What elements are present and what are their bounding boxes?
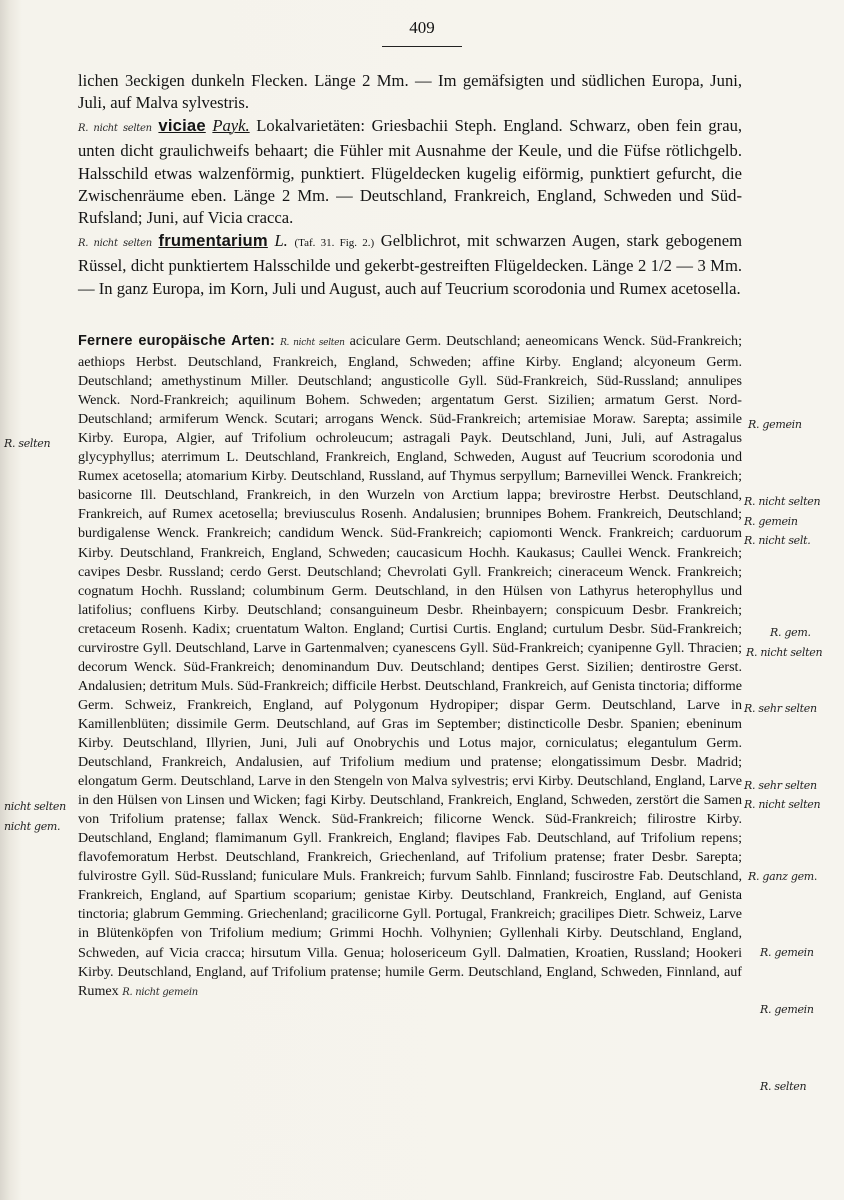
handwritten-note-final: R. nicht gemein — [122, 986, 198, 998]
species-name-viciae: viciae — [158, 115, 206, 135]
margin-note-gemein-2: R. gemein — [744, 515, 798, 528]
entry-frumentarium — [78, 230, 742, 300]
margin-note-gem: R. gem. — [770, 626, 811, 639]
margin-note-nicht-selten-2: R. nicht selten — [746, 646, 823, 659]
margin-note-nicht-selten-1: R. nicht selten — [744, 495, 821, 508]
margin-note-selten: R. selten — [4, 437, 51, 450]
margin-note-sehr-selten-2: R. sehr selten — [744, 779, 817, 792]
species-description-viciae: Lokalvarietäten: Griesbachii Steph. England. Schwarz, oben fein grau, unten dicht graulichweifs behaart; die Fühler mit Ausnahme der Keule, und die Füfse rötlichgelb. Halsschild etwas walzenförmig, punktiert. Flügeldecken kugelig eiförmig, punktiert gefurcht, die Zwischenräume eben. Länge 2 Mm. — Deutschland, Frankreich, England, Schweden und Süd-Rufsland; Juni, auf Vicia cracca. — [78, 115, 743, 228]
top-paragraph: lichen 3eckigen dunkeln Flecken. Länge 2 Mm. — Im gemäfsigten und südlichen Europa, Juni, Juli, auf Malva sylvestris. — [78, 71, 742, 113]
entry-viciae — [78, 115, 742, 230]
margin-note-gemein-1: R. gemein — [748, 418, 802, 431]
species-author-frumentarium: L. — [274, 230, 288, 250]
handwritten-note-frumentarium: R. nicht selten — [78, 237, 152, 249]
further-species-text: aciculare Germ. Deutschland; aeneomicans Wenck. Süd-Frankreich; aethiops Herbst. Deutschland, Frankreich, England, Schweden; affine Kirby. England; alcyoneum Germ. Deutschland; amethystinum Miller. Deutschland; angusticolle Gyll. Süd-Frankreich, Süd-Russland; annulipes Wenck. Nord-Frankreich; aquilinum Bohem. Schweden; argentatum Gerst. Sizilien; armatum Gerst. Nord-Deutschland; armiferum Wenck. Scutari; arrogans Wenck. Süd-Frankreich; artemisiae Moraw. Sarepta; assimile Kirby. Europa, Algier, auf Trifolium ochroleucum; astragali Payk. Deutschland, Juni, Juli, auf Astragalus glycyphyllus; aterrimum L. Deutschland, Frankreich, England, Schweden, August auf Teucrium scorodonia und Rumex acetosella; atomarium Kirby. Deutschland, Russland, auf Thymus serpyllum; Barnevillei Wenck. Frankreich; basicorne Ill. Deutschland, Frankreich, in den Wurzeln von Arctium lappa; brevirostre Herbst. Deutschland, Frankreich, auf Rumex acetosella; breviusculus Rosenh. Andalusien; brunnipes Bohem. Frankreich, Deutschland; burdigalense Wenck. Frankreich; candidum Wenck. Süd-Frankreich; capiomonti Wenck. Frankreich; carduorum Kirby. Deutschland, Frankreich, England, Schweden; caucasicum Hochh. Kaukasus; Caullei Wenck. Frankreich; cavipes Desbr. Russland; cerdo Gerst. Deutschland; Chevrolati Gyll. Frankreich; cineraceum Wenck. Frankreich; cognatum Hochh. Russland; columbinum Germ. Deutschland, in den Hülsen von Lathyrus heterophyllus und latifolius; confluens Kirby. Deutschland; consanguineum Desbr. Rheinbayern; conspicuum Desbr. Frankreich; cretaceum Rosenh. Kadix; cruentatum Walton. England; Curtisi Curtis. England; curtulum Desbr. Süd-Frankreich; curvirostre Gyll. Deutschland, Larve in Gartenmalven; cyanescens Gyll. Süd-Frankreich; cyanipenne Gyll. Thracien; decorum Wenck. Süd-Frankreich; denominandum Duv. Deutschland; dentipes Gerst. Sizilien; dentirostre Gerst. Andalusien; detritum Muls. Süd-Frankreich; difficile Herbst. Deutschland, Frankreich, auf Genista tinctoria; difforme Germ. Schweiz, Frankreich, England, auf Polygonum Hydropiper; dispar Germ. Deutschland, Larve in Kamillenblüten; dissimile Germ. Deutschland, auf Gras im September; distincticolle Desbr. Spanien; ebeninum Kirby. Deutschland, Illyrien, Juni, Juli auf Onobrychis und Lotus major, corniculatus; elegantulum Germ. Deutschland, Frankreich, Andalusien, auf Trifolium medium und pratense; elongatissimum Desbr. Madrid; elongatum Germ. Deutschland, Larve in den Stengeln von Malva sylvestris; ervi Kirby. Deutschland, England, Larve in den Hülsen von Linsen und Wicken; fagi Kirby. Deutschland, Frankreich, England, Schweden, zerstört die Samen von Trifolium pratense; fallax Wenck. Süd-Frankreich; filicorne Wenck. Süd-Frankreich; filirostre Kirby. Deutschland, England; flamimanum Gyll. Frankreich, England; flavipes Fab. Deutschland, auf Trifolium repens; flavofemoratum Herbst. Deutschland, Frankreich, Griechenland, auf Trifolium pratense; frater Desbr. Sarepta; fulvirostre Gyll. Süd-Russland; funiculare Muls. Frankreich; furvum Sahlb. Finnland; fuscirostre Fab. Deutschland, Frankreich, England, auf Spartium scoparium; genistae Kirby. Deutschland, Frankreich, England, auf Genista tinctoria; glabrum Gemming. Griechenland; gracilicorne Gyll. Portugal, Frankreich; gracilipes Dietr. Schweiz, Larve in Blütenköpfen von Trifolium medium; Grimmi Hochh. Volhynien; Gyllenhali Kirby. Deutschland, England, Schweden, auf Vicia cracca; hirsutum Villa. Genua; holosericeum Gyll. Dalmatien, Kroatien, Russland; Hookeri Kirby. Deutschland, England, auf Trifolium pratense; humile Germ. Deutschland, England, Schweden, Finnland, auf Rumex — [78, 333, 743, 999]
main-text — [78, 70, 742, 300]
margin-note-selten-right: R. selten — [760, 1080, 807, 1093]
margin-note-gemein-4: R. gemein — [760, 1003, 814, 1016]
handwritten-note-viciae: R. nicht selten — [78, 122, 152, 134]
margin-note-nicht-selt: R. nicht selt. — [744, 534, 811, 547]
margin-note-sehr-selten-1: R. sehr selten — [744, 702, 817, 715]
page-number-rule — [382, 46, 462, 47]
margin-note-nicht-selten-3: R. nicht selten — [744, 798, 821, 811]
handwritten-note-aciculare: R. nicht selten — [280, 338, 345, 348]
margin-note-gemein-3: R. gemein — [760, 946, 814, 959]
margin-note-nicht-selten: nicht selten — [4, 800, 66, 813]
further-species-heading: Fernere europäische Arten: — [78, 333, 276, 349]
page-number: 409 — [409, 18, 435, 37]
margin-note-ganz-gem: R. ganz gem. — [748, 870, 818, 883]
margin-note-nicht-gem: nicht gem. — [4, 820, 61, 833]
figure-reference: (Taf. 31. Fig. 2.) — [294, 236, 375, 249]
further-species-list — [78, 332, 742, 1002]
species-author-viciae: Payk. — [212, 115, 250, 135]
species-description-frumentarium: Gelblichrot, mit schwarzen Augen, stark gebogenem Rüssel, dicht punktiertem Halsschilde und gekerbt-gestreiften Flügeldecken. Länge 2 1/2 — 3 Mm. — In ganz Europa, im Korn, Juli und August, auch auf Teucrium scorodonia und Rumex acetosella. — [78, 230, 742, 298]
species-name-frumentarium: frumentarium — [158, 230, 268, 250]
